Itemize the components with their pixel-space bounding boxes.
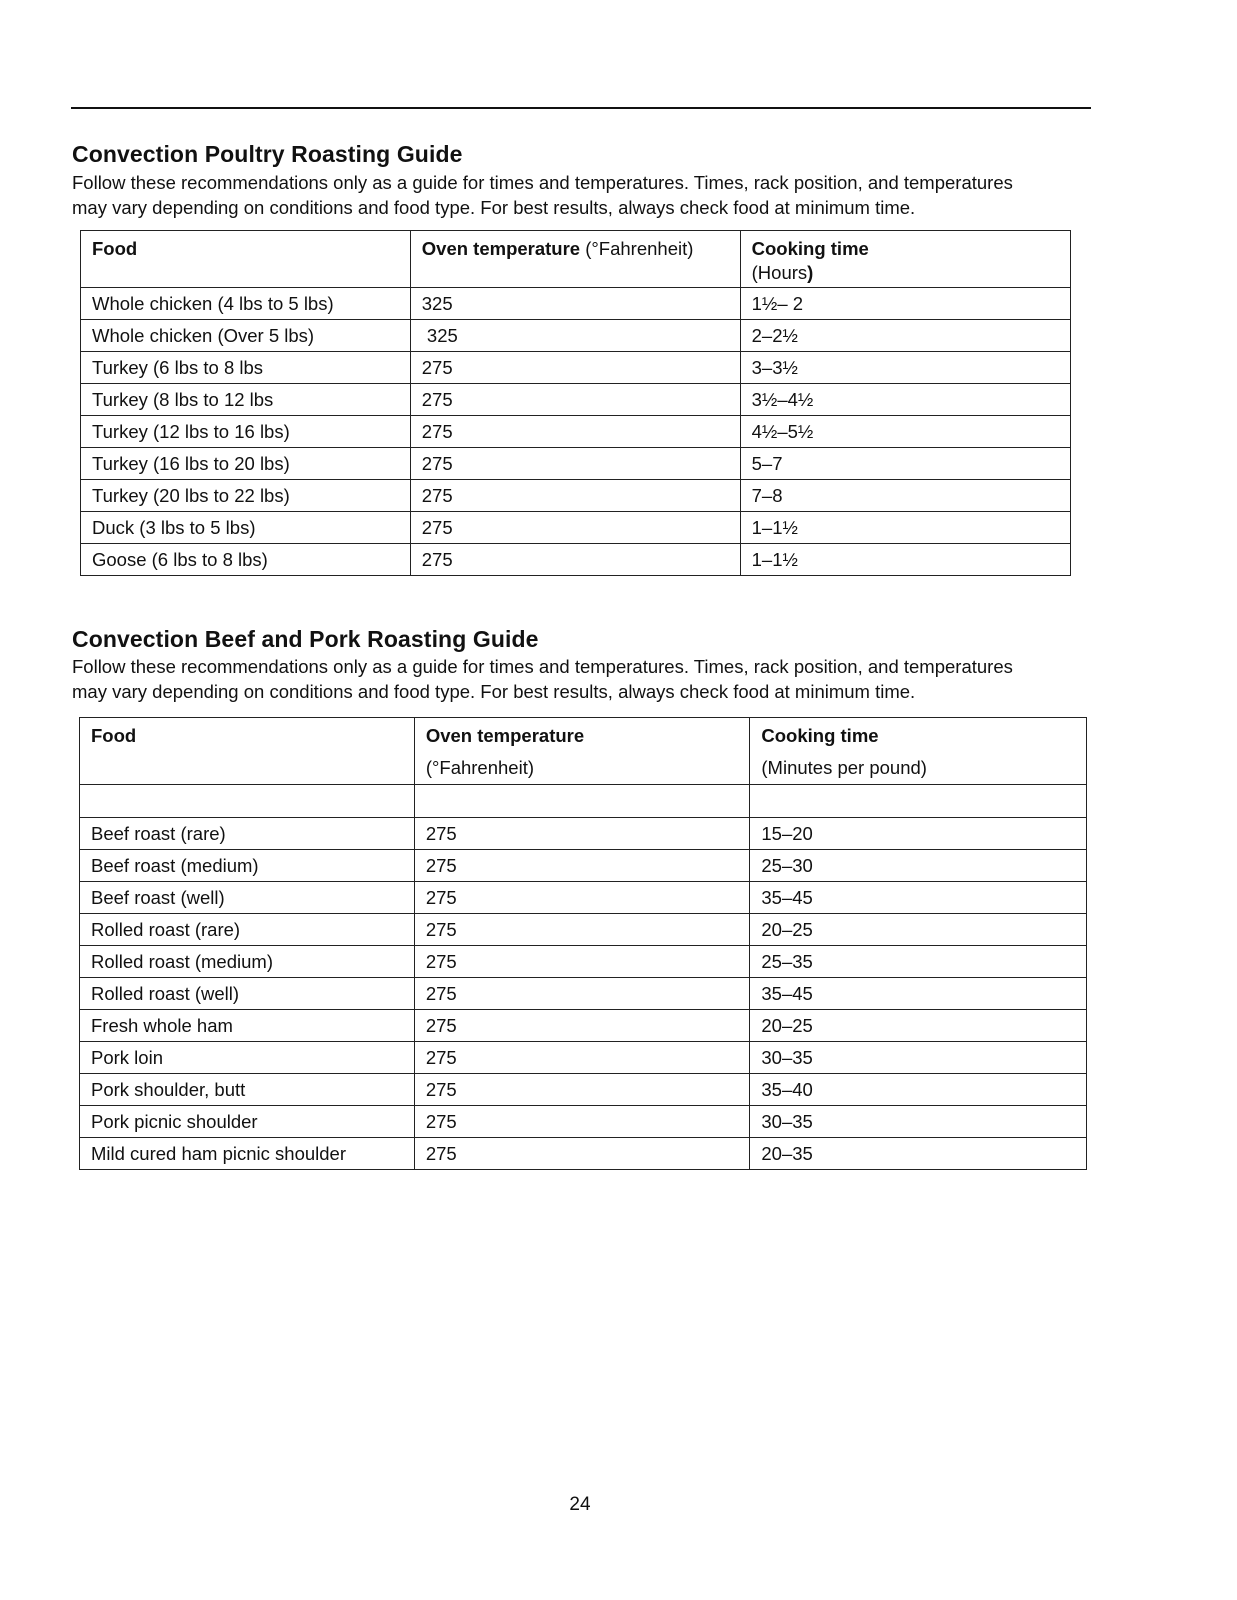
cell-time: 1–1½ (740, 512, 1070, 544)
table-row (80, 946, 1087, 978)
poultry-guide-title: Convection Poultry Roasting Guide (72, 141, 463, 167)
header-cooking-time (740, 231, 1070, 288)
cell-temp: 275 (414, 946, 750, 978)
cell-temp: 275 (414, 818, 750, 850)
cell-temp: 275 (414, 914, 750, 946)
cell-food: Duck (3 lbs to 5 lbs) (81, 512, 411, 544)
header-time-label: Cooking time (761, 725, 879, 746)
cell-time: 1–1½ (740, 544, 1070, 576)
cell-temp: 275 (410, 352, 740, 384)
cell-temp: 275 (414, 1074, 750, 1106)
header-oven-temperature (414, 718, 750, 785)
header-food-label: Food (91, 725, 137, 746)
table-row (80, 1010, 1087, 1042)
table-row (80, 1042, 1087, 1074)
cell-temp: 275 (410, 544, 740, 576)
table-row (80, 850, 1087, 882)
table-row (80, 1138, 1087, 1170)
header-food (80, 718, 415, 785)
table-row (81, 352, 1071, 384)
table-row (80, 914, 1087, 946)
cell-food: Mild cured ham picnic shoulder (80, 1138, 415, 1170)
cell-time: 2–2½ (740, 320, 1070, 352)
cell-food: Turkey (12 lbs to 16 lbs) (81, 416, 411, 448)
table-row (81, 384, 1071, 416)
poultry-roasting-table (80, 230, 1071, 576)
cell-time: 30–35 (750, 1106, 1087, 1138)
cell-temp: 325 (410, 288, 740, 320)
cell-temp: 325 (410, 320, 740, 352)
cell-temp: 275 (410, 480, 740, 512)
table-row (80, 1106, 1087, 1138)
cell-food: Goose (6 lbs to 8 lbs) (81, 544, 411, 576)
header-cooking-time (750, 718, 1087, 785)
header-temp-unit: (°Fahrenheit) (425, 757, 534, 778)
cell-time: 35–40 (750, 1074, 1087, 1106)
cell-food: Beef roast (rare) (80, 818, 415, 850)
cell-food: Pork loin (80, 1042, 415, 1074)
header-time-unit: (Minutes per pound) (761, 757, 927, 778)
cell-food: Whole chicken (Over 5 lbs) (81, 320, 411, 352)
cell-temp: 275 (414, 978, 750, 1010)
table-row (80, 818, 1087, 850)
beefpork-intro-line2: may vary depending on conditions and food type. For best results, always check food at minimum time. (72, 680, 916, 702)
empty-cell (80, 785, 415, 818)
header-time-label: Cooking time (751, 238, 869, 259)
cell-temp: 275 (410, 448, 740, 480)
header-time-paren: ) (807, 262, 814, 283)
table-row (81, 512, 1071, 544)
cell-time: 20–25 (750, 1010, 1087, 1042)
cell-temp: 275 (414, 1138, 750, 1170)
cell-time: 5–7 (740, 448, 1070, 480)
cell-time: 4½–5½ (740, 416, 1070, 448)
cell-time: 35–45 (750, 882, 1087, 914)
table-row (81, 288, 1071, 320)
cell-food: Rolled roast (well) (80, 978, 415, 1010)
cell-food: Fresh whole ham (80, 1010, 415, 1042)
beefpork-guide-title: Convection Beef and Pork Roasting Guide (72, 626, 539, 652)
cell-time: 20–25 (750, 914, 1087, 946)
cell-food: Rolled roast (rare) (80, 914, 415, 946)
header-temp-label: Oven temperature (425, 725, 585, 746)
cell-food: Turkey (6 lbs to 8 lbs (81, 352, 411, 384)
cell-temp: 275 (414, 1106, 750, 1138)
cell-time: 20–35 (750, 1138, 1087, 1170)
cell-time: 35–45 (750, 978, 1087, 1010)
header-temp-unit: (°Fahrenheit) (580, 238, 694, 259)
cell-food: Rolled roast (medium) (80, 946, 415, 978)
poultry-intro-line1: Follow these recommendations only as a guide for times and temperatures. Times, rack position, and temperatures (72, 172, 1013, 193)
cell-food: Beef roast (medium) (80, 850, 415, 882)
poultry-intro-line2: may vary depending on conditions and food type. For best results, always check food at minimum time. (72, 196, 916, 218)
cell-time: 15–20 (750, 818, 1087, 850)
cell-temp: 275 (410, 416, 740, 448)
header-time-unit: (Hours (751, 262, 808, 283)
table-row (80, 882, 1087, 914)
empty-cell (414, 785, 750, 818)
beefpork-roasting-table (79, 717, 1087, 1170)
cell-temp: 275 (414, 882, 750, 914)
table-row (81, 480, 1071, 512)
cell-temp: 275 (410, 384, 740, 416)
page-number: 24 (569, 1494, 591, 1515)
cell-food: Beef roast (well) (80, 882, 415, 914)
empty-row (80, 785, 1087, 818)
beefpork-guide-intro (72, 655, 1112, 704)
cell-temp: 275 (414, 1010, 750, 1042)
beefpork-intro-line1: Follow these recommendations only as a guide for times and temperatures. Times, rack position, and temperatures (72, 656, 1013, 677)
cell-food: Turkey (8 lbs to 12 lbs (81, 384, 411, 416)
cell-food: Turkey (20 lbs to 22 lbs) (81, 480, 411, 512)
cell-time: 25–35 (750, 946, 1087, 978)
cell-time: 30–35 (750, 1042, 1087, 1074)
table-row (81, 448, 1071, 480)
poultry-guide-intro (72, 171, 1112, 220)
table-row (81, 416, 1071, 448)
cell-time: 1½– 2 (740, 288, 1070, 320)
cell-temp: 275 (410, 512, 740, 544)
cell-time: 7–8 (740, 480, 1070, 512)
cell-time: 3½–4½ (740, 384, 1070, 416)
header-temp-label: Oven temperature (421, 238, 581, 259)
table-header-row (80, 718, 1087, 785)
header-food (81, 231, 411, 288)
table-header-row (81, 231, 1071, 288)
top-divider (71, 107, 1091, 109)
cell-time: 25–30 (750, 850, 1087, 882)
empty-cell (750, 785, 1087, 818)
table-row (81, 320, 1071, 352)
header-food-label: Food (92, 238, 138, 259)
cell-temp: 275 (414, 1042, 750, 1074)
cell-food: Pork picnic shoulder (80, 1106, 415, 1138)
cell-food: Pork shoulder, butt (80, 1074, 415, 1106)
table-row (80, 1074, 1087, 1106)
header-oven-temperature (410, 231, 740, 288)
cell-food: Whole chicken (4 lbs to 5 lbs) (81, 288, 411, 320)
table-row (80, 978, 1087, 1010)
cell-food: Turkey (16 lbs to 20 lbs) (81, 448, 411, 480)
table-row (81, 544, 1071, 576)
cell-temp: 275 (414, 850, 750, 882)
cell-time: 3–3½ (740, 352, 1070, 384)
